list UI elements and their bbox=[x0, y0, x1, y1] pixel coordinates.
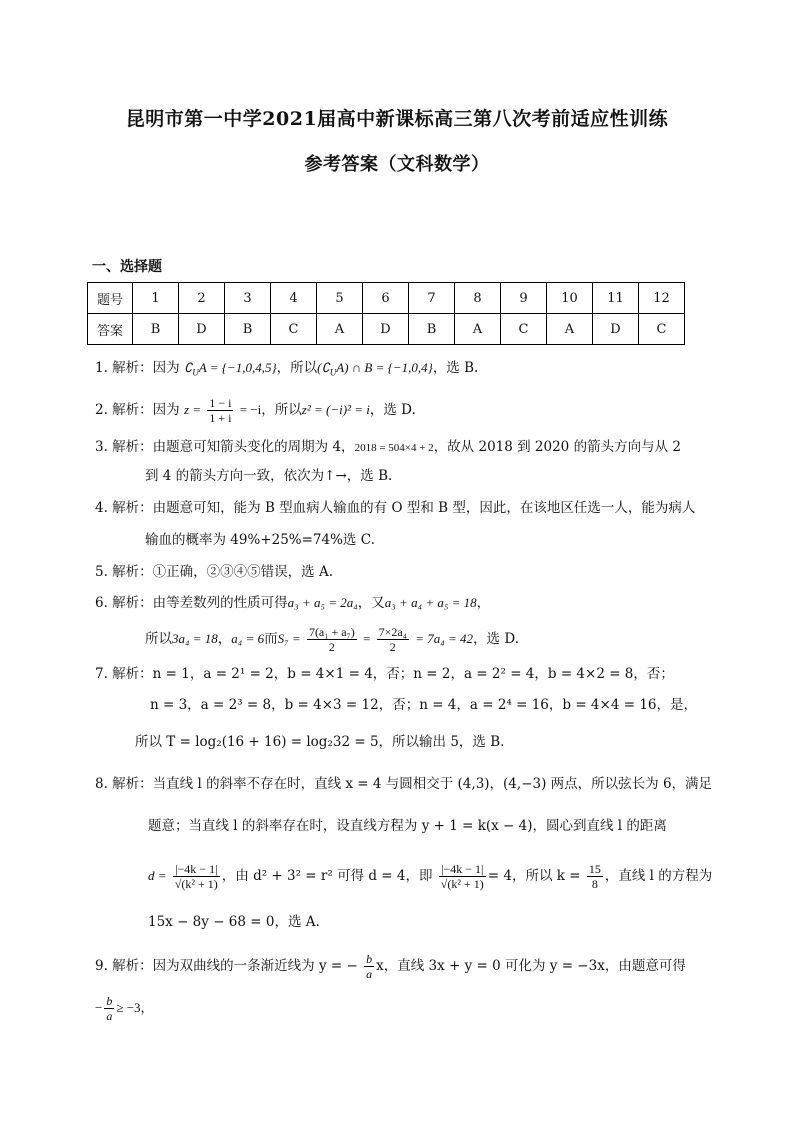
table-row-answers bbox=[88, 314, 685, 345]
fraction: $\frac{b}{a}$ bbox=[106, 994, 113, 1023]
table-cell: 7 bbox=[409, 283, 455, 314]
table-cell: 10 bbox=[547, 283, 593, 314]
table-header-cell: 答案 bbox=[88, 314, 133, 345]
table-cell: 12 bbox=[639, 283, 685, 314]
table-header-cell: 题号 bbox=[88, 283, 133, 314]
table-cell: 5 bbox=[317, 283, 363, 314]
table-cell: D bbox=[593, 314, 639, 345]
fraction: $\frac{\text{7(a₁ + a₇)}}{2}$ bbox=[308, 625, 355, 654]
fraction: $\frac{\text{7×2a₄}}{2}$ bbox=[378, 625, 407, 654]
solution-6-cont: 所以3a₄ = 18，a₄ = 6而S₇ = $\frac{\text{7(a₁ + a₇)}}{2}$ = $\frac{\text{7×2a₄}}{2}$ = 7a₄ = 42，选 D. bbox=[145, 625, 519, 654]
solution-7-cont: n = 3，a = 2³ = 8，b = 4×3 = 12，否；n = 4，a = 2⁴ = 16，b = 4×4 = 16，是， bbox=[150, 697, 697, 713]
table-cell: C bbox=[501, 314, 547, 345]
solution-9: 9. 解析：因为双曲线的一条渐近线为 y = − $\frac{b}{a}$ x，直线 3x + y = 0 可化为 y = −3x，由题意可得 bbox=[95, 952, 686, 981]
fraction: $\frac{|-4k - 1|}{\text{√(k² + 1)}}$ bbox=[440, 862, 484, 891]
section-heading: 一、选择题 bbox=[92, 259, 162, 275]
table-cell: A bbox=[317, 314, 363, 345]
solution-5: 5. 解析：①正确，②③④⑤错误，选 A. bbox=[95, 564, 334, 580]
solution-7: 7. 解析：n = 1，a = 2¹ = 2，b = 4×1 = 4，否；n = 2，a = 2² = 4，b = 4×2 = 8，否； bbox=[95, 666, 674, 682]
table-cell: 4 bbox=[271, 283, 317, 314]
solution-8: 8. 解析：当直线 l 的斜率不存在时，直线 x = 4 与圆相交于 (4,3)，(4,−3) 两点，所以弦长为 6，满足 bbox=[95, 776, 713, 792]
table-cell: B bbox=[409, 314, 455, 345]
table-row-numbers bbox=[88, 283, 685, 314]
solution-4: 4. 解析：由题意可知，能为 B 型血病人输血的有 O 型和 B 型，因此，在该地区任选一人，能为病人 bbox=[95, 500, 696, 516]
solution-8-cont2: d = $\frac{|-4k - 1|}{\text{√(k² + 1)}}$ ，由 d² + 3² = r² 可得 d = 4，即 $\frac{|-4k - 1|}{\text{√(k² + 1)}}$ = 4，所以 k = $\frac{15}{8}$ ，直线 l 的方程为 bbox=[148, 862, 713, 891]
document-title: 昆明市第一中学2021届高中新课标高三第八次考前适应性训练 bbox=[125, 108, 669, 130]
solution-9-cont: − $\frac{b}{a}$ ≥ −3， bbox=[95, 994, 154, 1023]
table-cell: B bbox=[225, 314, 271, 345]
solution-7-cont2: 所以 T = log₂(16 + 16) = log₂32 = 5，所以输出 5，选 B. bbox=[135, 734, 505, 750]
table-cell: 8 bbox=[455, 283, 501, 314]
document-subtitle: 参考答案（文科数学） bbox=[304, 154, 490, 175]
table-cell: 11 bbox=[593, 283, 639, 314]
fraction: $\frac{|-4k - 1|}{\text{√(k² + 1)}}$ bbox=[174, 862, 218, 891]
fraction: $\frac{15}{8}$ bbox=[588, 862, 601, 891]
solution-3-cont: 到 4 的箭头方向一致，依次为↑→，选 B. bbox=[145, 468, 393, 484]
table-cell: A bbox=[455, 314, 501, 345]
table-cell: A bbox=[547, 314, 593, 345]
solution-4-cont: 输血的概率为 49%+25%=74%选 C. bbox=[145, 532, 375, 548]
table-cell: D bbox=[179, 314, 225, 345]
solution-3: 3. 解析：由题意可知箭头变化的周期为 4，2018 = 504×4 + 2，故从 2018 到 2020 的箭头方向与从 2 bbox=[95, 439, 681, 455]
solution-2: 2. 解析：因为 z = $\frac{1 - i}{1 + i}$ = −i，所以z² = (−i)² = i，选 D. bbox=[95, 396, 416, 425]
table-cell: C bbox=[271, 314, 317, 345]
table-cell: 9 bbox=[501, 283, 547, 314]
table-cell: 3 bbox=[225, 283, 271, 314]
table-cell: 1 bbox=[133, 283, 179, 314]
answer-table bbox=[87, 282, 685, 345]
fraction: $\frac{b}{a}$ bbox=[366, 952, 373, 981]
table-cell: C bbox=[639, 314, 685, 345]
table-cell: D bbox=[363, 314, 409, 345]
table-cell: 6 bbox=[363, 283, 409, 314]
table-cell: B bbox=[133, 314, 179, 345]
table-cell: 2 bbox=[179, 283, 225, 314]
solution-8-cont: 题意；当直线 l 的斜率存在时，设直线方程为 y + 1 = k(x − 4)，圆心到直线 l 的距离 bbox=[148, 818, 667, 834]
fraction: $\frac{1 - i}{1 + i}$ bbox=[209, 396, 232, 425]
solution-6: 6. 解析：由等差数列的性质可得a₃ + a₅ = 2a₄，又a₃ + a₄ + a₅ = 18， bbox=[95, 595, 491, 611]
solution-8-cont3: 15x − 8y − 68 = 0，选 A. bbox=[148, 914, 320, 930]
solution-1: 1. 解析：因为 $∁_UA = \{-1,0,4,5\}$，所以$(∁_UA)$ ∩ B = {−1,0,4}，选 B. bbox=[95, 360, 479, 378]
